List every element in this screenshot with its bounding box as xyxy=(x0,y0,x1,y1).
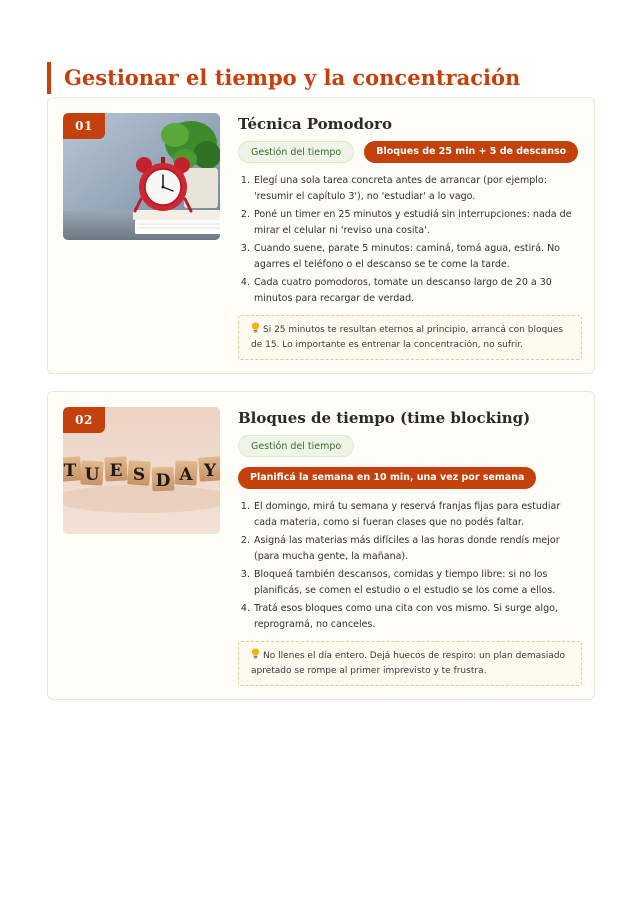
step-item: 4. Tratá esos bloques como una cita con vos mismo. Si surge algo, reprogramá, no canceles. xyxy=(253,601,582,633)
card-number-badge: 02 xyxy=(63,407,105,433)
block-letter: D xyxy=(155,471,171,491)
steps-list xyxy=(238,499,582,633)
step-item: 2. Asigná las materias más difíciles a las horas donde rendís mejor (para mucha gente, la mañana). xyxy=(253,533,582,565)
card-content xyxy=(238,113,582,360)
card-title: Técnica Pomodoro xyxy=(238,115,392,133)
step-item: 2. Poné un timer en 25 minutos y estudiá sin interrupciones: nada de mirar el celular ni 'reviso una cosita'. xyxy=(253,207,582,239)
card-content xyxy=(238,407,582,686)
block-letter: S xyxy=(132,465,146,485)
block-letter: E xyxy=(109,461,123,481)
alarm-clock-on-books-photo xyxy=(63,113,220,240)
duration-tag: Bloques de 25 min + 5 de descanso xyxy=(364,141,578,163)
page-title: Gestionar el tiempo y la concentración xyxy=(47,62,520,94)
tip-text: Si 25 minutos te resultan eternos al principio, arrancá con bloques de 15. Lo importante es entrenar la concentración, no sufrir. xyxy=(251,325,564,350)
category-tag: Gestión del tiempo xyxy=(238,435,354,457)
step-item: 4. Cada cuatro pomodoros, tomate un descanso largo de 20 a 30 minutos para recargar de verdad. xyxy=(253,275,582,307)
category-tag: Gestión del tiempo xyxy=(238,141,354,163)
step-item: 3. Bloqueá también descansos, comidas y tiempo libre: si no los planificás, se comen el estudio o el estudio se los come a ellos. xyxy=(253,567,582,599)
block-letter: A xyxy=(179,465,193,485)
card-title: Bloques de tiempo (time blocking) xyxy=(238,409,531,427)
lightbulb-icon xyxy=(251,648,260,659)
tag-list xyxy=(238,141,582,163)
tuesday-wooden-blocks-photo xyxy=(63,407,220,534)
tag-list xyxy=(238,435,582,489)
step-item: 1. Elegí una sola tarea concreta antes de arrancar (por ejemplo: 'resumir el capítulo 3'), no 'estudiar' a lo vago. xyxy=(253,173,582,205)
block-letter: Y xyxy=(203,461,217,481)
tip-box xyxy=(238,315,582,360)
step-item: 1. El domingo, mirá tu semana y reservá franjas fijas para estudiar cada materia, como si fueran clases que no podés faltar. xyxy=(253,499,582,531)
lightbulb-icon xyxy=(251,322,260,333)
technique-card-time-blocking xyxy=(47,391,595,700)
tip-box xyxy=(238,641,582,686)
step-item: 3. Cuando suene, parate 5 minutos: caminá, tomá agua, estirá. No agarres el teléfono o el descanso se te come la tarde. xyxy=(253,241,582,273)
tip-text: No llenes el día entero. Dejá huecos de respiro: un plan demasiado apretado se rompe al primer imprevisto y te frustra. xyxy=(251,651,566,676)
card-number-badge: 01 xyxy=(63,113,105,139)
block-letter: U xyxy=(84,465,100,485)
duration-tag: Planificá la semana en 10 min, una vez por semana xyxy=(238,467,536,489)
block-letter: T xyxy=(63,461,77,481)
steps-list xyxy=(238,173,582,307)
technique-card-pomodoro xyxy=(47,97,595,374)
